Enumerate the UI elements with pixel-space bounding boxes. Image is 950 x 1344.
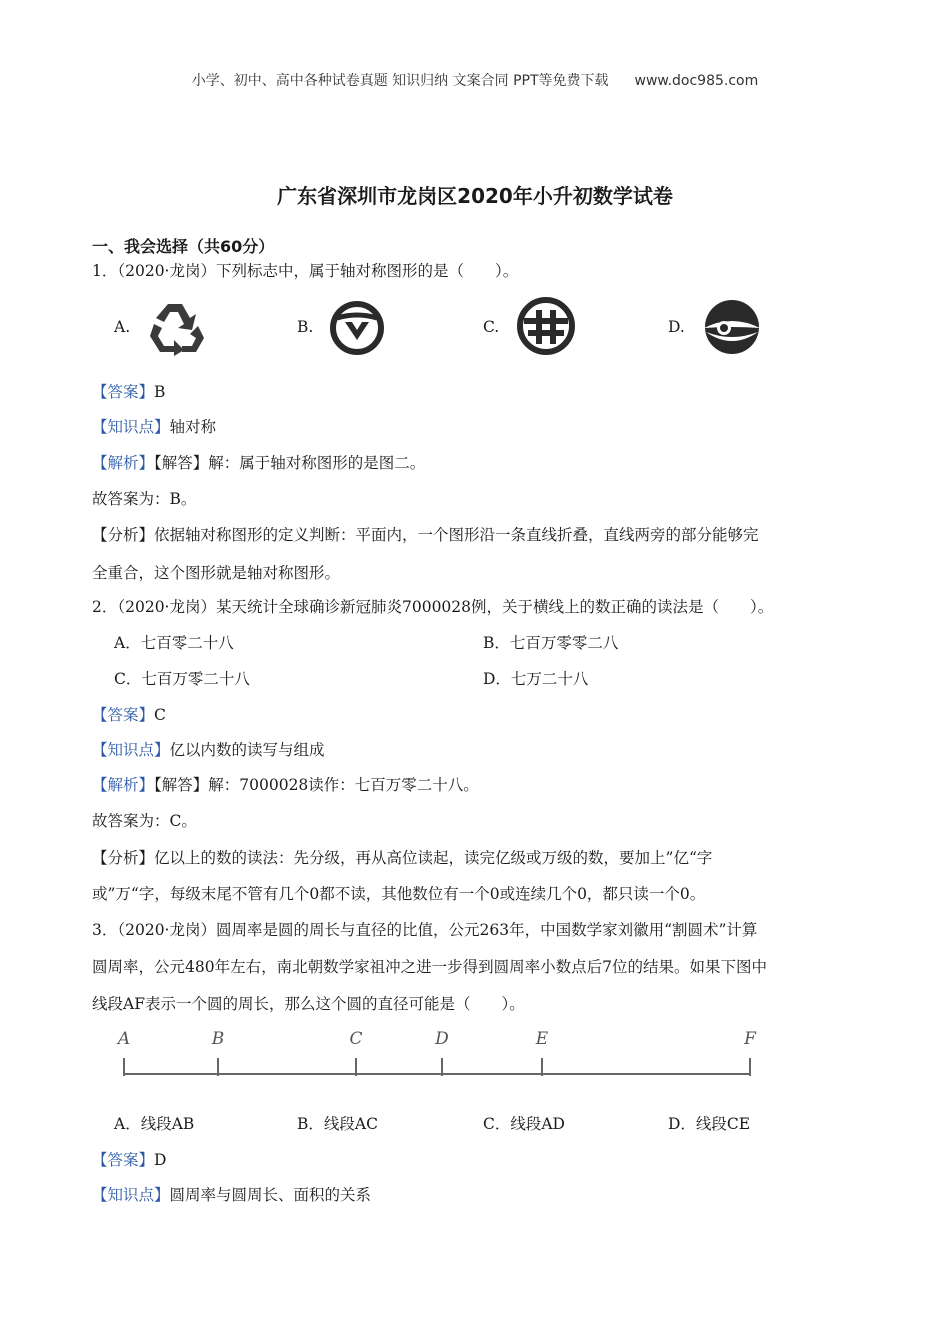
q2-option-b: B．七百万零零二八 <box>483 634 619 652</box>
q1-conclusion: 故答案为：B。 <box>92 490 197 508</box>
header-url[interactable]: www.doc985.com <box>634 73 759 89</box>
q3-option-b: B．线段AC <box>297 1115 378 1133</box>
point-e-label: E <box>535 1029 549 1049</box>
q3-answer <box>92 1148 166 1170</box>
point-b-label: B <box>211 1029 225 1049</box>
q2-answer <box>92 703 166 725</box>
q2-option-a: A．七百零二十八 <box>114 634 234 652</box>
q2-analysis <box>92 773 479 795</box>
q3-knowledge <box>92 1183 371 1205</box>
q3-stem-line2: 圆周率，公元480年左右，南北朝数学家祖冲之进一步得到圆周率小数点后7位的结果。如果下图中 <box>92 958 767 976</box>
q1-option-b-label: B. <box>297 318 314 336</box>
page-title: 广东省深圳市龙岗区2020年小升初数学试卷 <box>277 184 673 208</box>
point-a-label: A <box>117 1029 131 1049</box>
q1-option-a-label: A. <box>114 318 131 336</box>
segment-diagram <box>110 1018 770 1082</box>
q1-remark-line1: 依据轴对称图形的定义判断：平面内，一个图形沿一条直线折叠，直线两旁的部分能够完 <box>154 526 759 544</box>
remark-tag: 【分析】 <box>92 526 155 544</box>
q2-stem: 2．（2020·龙岗）某天统计全球确诊新冠肺炎7000028例，关于横线上的数正确的读法是（ ）。 <box>92 598 774 616</box>
q1-analysis-value: 【解答】解：属于轴对称图形的是图二。 <box>154 454 426 472</box>
analysis-tag: 【解析】 <box>92 454 155 472</box>
answer-tag: 【答案】 <box>92 383 155 401</box>
analysis-tag: 【解析】 <box>92 776 155 794</box>
q2-remark-line2: 或”万“字，每级末尾不管有几个0都不读，其他数位有一个0或连续几个0，都只读一个0。 <box>92 885 706 903</box>
circle-eye-logo-icon <box>700 298 764 356</box>
q3-answer-value: D <box>154 1151 167 1169</box>
q2-conclusion: 故答案为：C。 <box>92 812 197 830</box>
q2-remark-line1: 亿以上的数的读法：先分级，再从高位读起，读完亿级或万级的数，要加上”亿“字 <box>154 849 713 867</box>
q2-option-c: C．七百万零二十八 <box>114 670 250 688</box>
point-f-label: F <box>744 1029 756 1049</box>
point-d-label: D <box>435 1029 449 1049</box>
header-text: 小学、初中、高中各种试卷真题 知识归纳 文案合同 PPT等免费下载 <box>191 73 609 89</box>
q2-remark <box>92 846 712 868</box>
answer-tag: 【答案】 <box>92 1151 155 1169</box>
recycle-logo-icon <box>146 300 206 356</box>
q3-knowledge-value: 圆周率与圆周长、面积的关系 <box>169 1186 372 1204</box>
q1-option-c-label: C. <box>483 318 500 336</box>
q3-option-d: D．线段CE <box>668 1115 751 1133</box>
point-c-label: C <box>349 1029 363 1049</box>
q2-answer-value: C <box>154 706 166 724</box>
answer-tag: 【答案】 <box>92 706 155 724</box>
q1-remark <box>92 523 759 545</box>
q1-knowledge <box>92 415 216 437</box>
q2-knowledge <box>92 738 325 760</box>
q1-stem: 1．（2020·龙岗）下列标志中，属于轴对称图形的是（ ）。 <box>92 262 519 280</box>
section-heading: 一、我会选择（共60分） <box>92 237 275 256</box>
knowledge-tag: 【知识点】 <box>92 1186 170 1204</box>
knowledge-tag: 【知识点】 <box>92 418 170 436</box>
q3-stem-line3: 线段AF表示一个圆的周长，那么这个圆的直径可能是（ ）。 <box>92 995 525 1013</box>
circle-v-logo-icon <box>329 300 385 356</box>
q2-knowledge-value: 亿以内数的读写与组成 <box>169 741 325 759</box>
q2-option-d: D．七万二十八 <box>483 670 589 688</box>
page-header <box>0 70 950 90</box>
q3-option-c: C．线段AD <box>483 1115 565 1133</box>
q1-remark-line2: 全重合，这个图形就是轴对称图形。 <box>92 564 341 582</box>
knowledge-tag: 【知识点】 <box>92 741 170 759</box>
remark-tag: 【分析】 <box>92 849 155 867</box>
q3-stem-line1: 3．（2020·龙岗）圆周率是圆的周长与直径的比值，公元263年，中国数学家刘徽用“割圆术”计算 <box>92 921 758 939</box>
circle-gate-logo-icon <box>514 296 578 356</box>
q1-option-d-label: D. <box>668 318 685 336</box>
q3-option-a: A．线段AB <box>114 1115 195 1133</box>
q1-knowledge-value: 轴对称 <box>169 418 217 436</box>
q1-answer <box>92 380 165 402</box>
q2-analysis-value: 【解答】解：7000028读作：七百万零二十八。 <box>154 776 479 794</box>
q1-analysis <box>92 451 425 473</box>
q1-answer-value: B <box>154 383 166 401</box>
